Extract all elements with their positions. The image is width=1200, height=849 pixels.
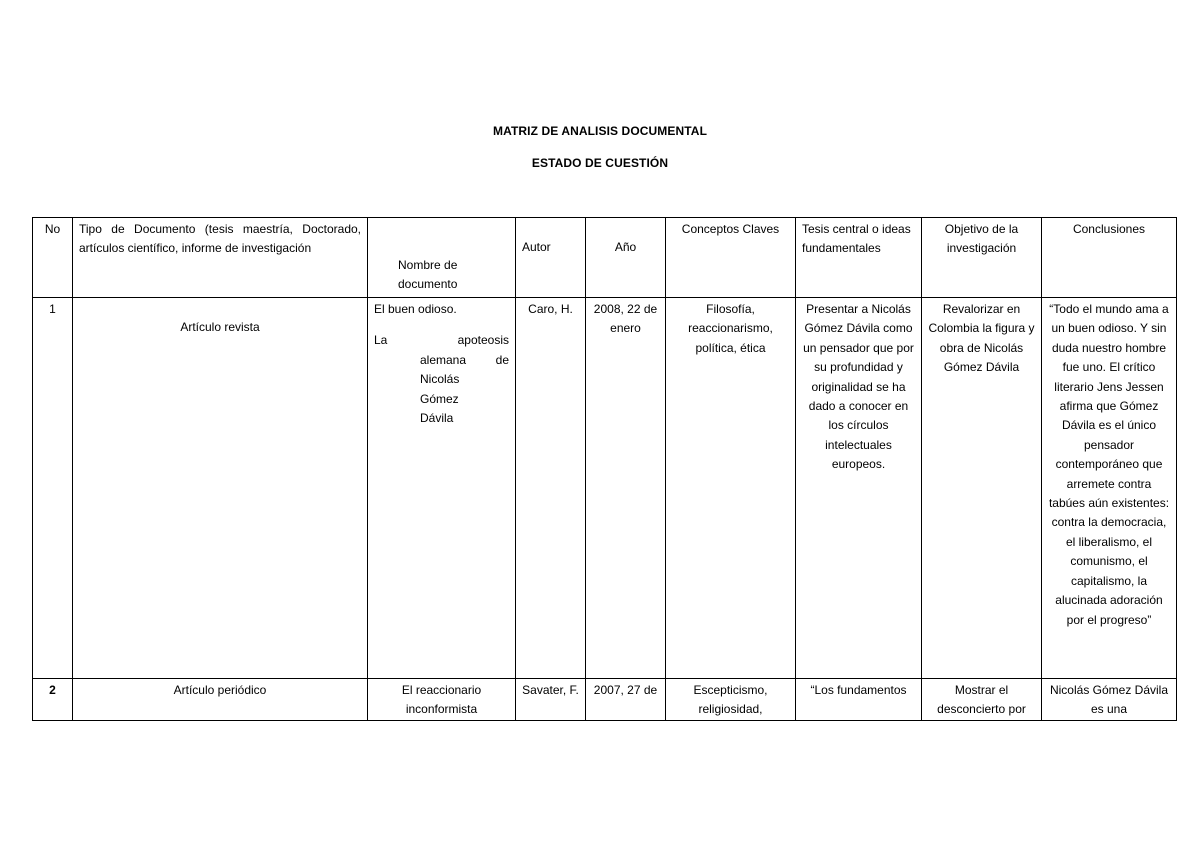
cell-conclusiones: Nicolás Gómez Dávila es una <box>1042 679 1177 721</box>
analysis-matrix-table <box>32 217 1177 721</box>
cell-conceptos: Filosofía, reaccionarismo, política, ética <box>666 298 796 679</box>
header-nombre-documento: Nombre de documento <box>368 218 516 298</box>
cell-no: 1 <box>33 298 73 679</box>
cell-autor: Caro, H. <box>516 298 586 679</box>
cell-tipo: Artículo revista <box>73 298 368 679</box>
header-no: No <box>33 218 73 298</box>
header-tesis-central: Tesis central o ideas fundamentales <box>796 218 922 298</box>
header-objetivo: Objetivo de la investigación <box>922 218 1042 298</box>
document-subtitle: ESTADO DE CUESTIÓN <box>531 156 669 170</box>
cell-tesis: “Los fundamentos <box>796 679 922 721</box>
cell-no: 2 <box>33 679 73 721</box>
cell-conclusiones: “Todo el mundo ama a un buen odioso. Y sin duda nuestro hombre fue uno. El crítico literario Jens Jessen afirma que Gómez Dávila es el único pensador contemporáneo que arremete contra tabúes aún existentes: contra la democracia, el liberalismo, el comunismo, el capitalismo, la alucinada adoración por el progreso” <box>1042 298 1177 679</box>
cell-anio: 2008, 22 de enero <box>586 298 666 679</box>
table-row <box>33 298 1177 679</box>
header-tipo-documento: Tipo de Documento (tesis maestría, Doctorado, artículos científico, informe de investigación <box>73 218 368 298</box>
table-row <box>33 679 1177 721</box>
cell-tesis: Presentar a Nicolás Gómez Dávila como un pensador que por su profundidad y originalidad se ha dado a conocer en los círculos intelectuales europeos. <box>796 298 922 679</box>
header-anio: Año <box>586 218 666 298</box>
cell-objetivo: Revalorizar en Colombia la figura y obra de Nicolás Gómez Dávila <box>922 298 1042 679</box>
cell-nombre <box>368 298 516 679</box>
header-conceptos-claves: Conceptos Claves <box>666 218 796 298</box>
cell-objetivo: Mostrar el desconcierto por <box>922 679 1042 721</box>
cell-anio: 2007, 27 de <box>586 679 666 721</box>
header-conclusiones: Conclusiones <box>1042 218 1177 298</box>
document-title: MATRIZ DE ANALISIS DOCUMENTAL <box>493 124 707 138</box>
nombre-title-b-line1: La apoteosis <box>374 333 509 348</box>
cell-conceptos: Escepticismo, religiosidad, <box>666 679 796 721</box>
cell-nombre: El reaccionario inconformista <box>368 679 516 721</box>
cell-autor: Savater, F. <box>516 679 586 721</box>
cell-tipo: Artículo periódico <box>73 679 368 721</box>
nombre-title-b-rest: alemana de Nicolás Gómez Dávila <box>420 352 509 426</box>
table-header-row <box>33 218 1177 298</box>
header-autor: Autor <box>516 218 586 298</box>
nombre-title-a: El buen odioso. <box>374 302 457 316</box>
